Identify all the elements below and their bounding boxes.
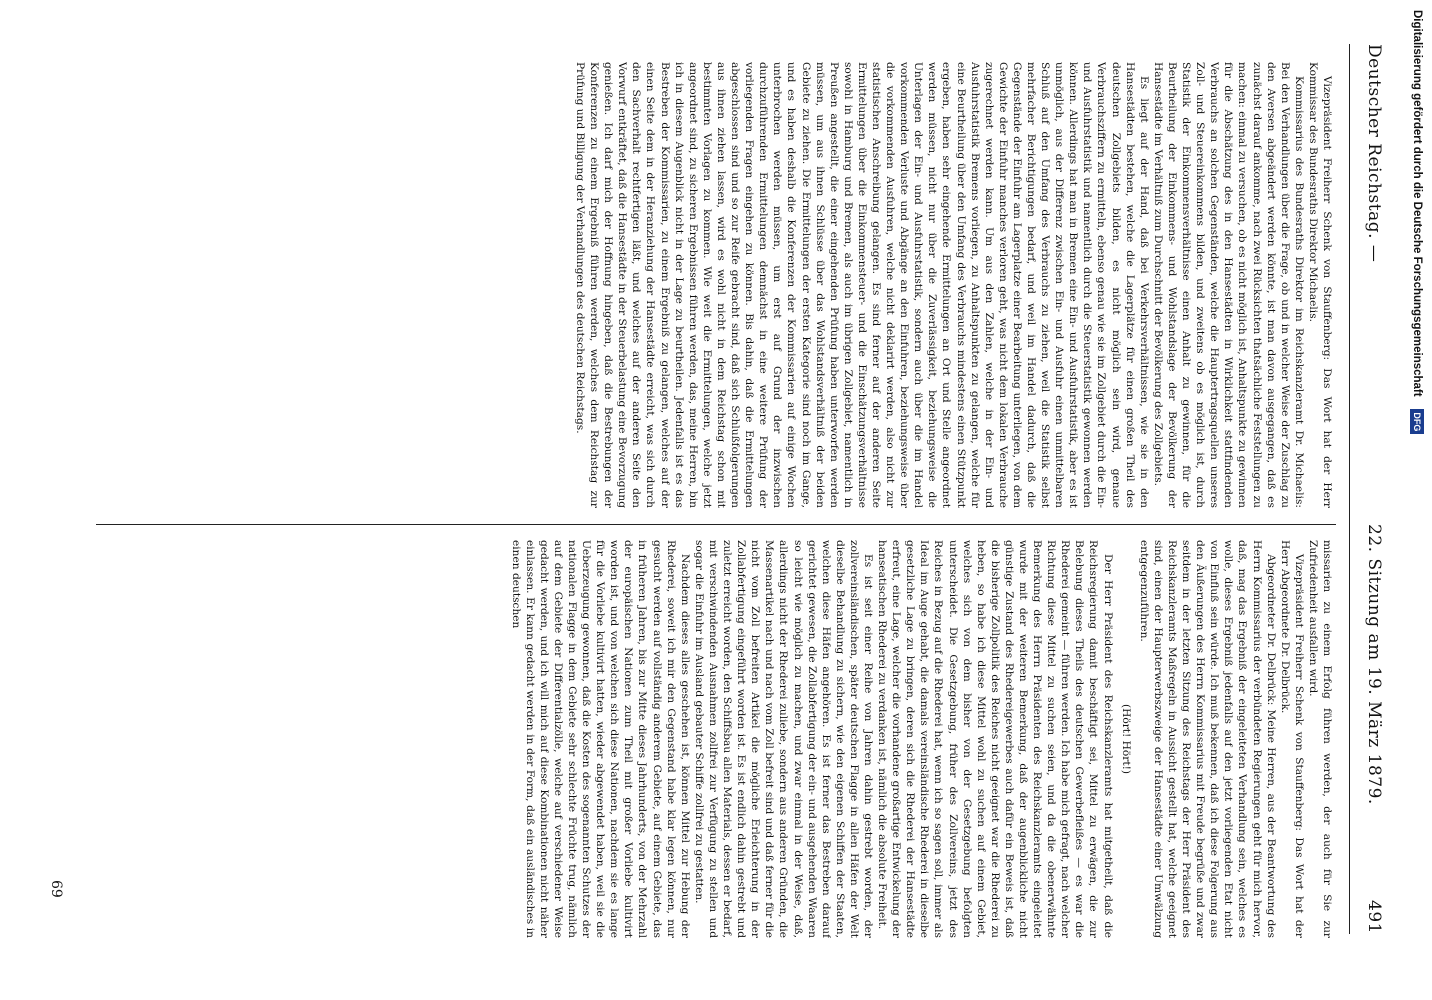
paragraph: Vizepräsident Freiherr Schenk von Stauffenberg: Das Wort hat der Herr Abgeordnete Dr. Delbrück.: [1278, 540, 1305, 938]
running-head-session: 22. Sitzung am 19. März 1879.: [1364, 524, 1384, 805]
paragraph: Kommissarius des Bundesraths Direktor im Reichskanzleramt Dr. Michaelis: Bei den Verhandlungen über die Frage, ob und in welcher Weise der Zuschlag zu den Aversen abgeändert werden könnte, ist man davon ausgegangen, daß es zunächst darauf ankomme, nach zwei Rücksichten thatsächliche Feststellungen zu machen: einmal zu versuchen, ob es nicht möglich ist, Anhaltspunkte zu gewinnen für die Abschätzung des in den Hansestädten in Wirklichkeit stattfindenden Verbrauchs an solchen Gegenständen, welche die Hauptertragsquellen unseres Zoll- und Steuereinkommens bilden, und zweitens ob es möglich ist, durch Statistik der Einkommensverhältnisse einen Anhalt zu gewinnen, für die Beurtheilung der Einkommens- und Wohlstandslage der Bevölkerung der Hansestädte im Verhältniß zum Durchschnitt der Bevölkerung des Zollgebiets.: [1151, 62, 1305, 508]
paragraph: Nachdem dieses alles geschehen ist, können Mittel zur Hebung der Rhederei, soweit ich mir den Gegenstand habe klar legen können, nur gesucht werden auf vollständig anderem Gebiete, auf einem Gebiete, das in früheren Jahren, bis zur Mitte dieses Jahrhunderts, von der Mehrzahl der europäischen Nationen zum Theil mit großer Vorliebe kultivirt worden ist, und von welchen sich diese Nationen, nachdem sie es lange für die Vorliebe kultivirt hatten, wieder abgewendet haben, weil sie die Ueberzeugung gewonnen, daß die Kosten des sogenannten Schutzes der nationalen Flagge in dem Gebiete sehr schlechte Früchte trug, nämlich auf dem Gebiete der Differentialzölle, welche auf verschiedener Weise gedacht werden, und ich will mich auf diese Kombinationen nicht näher einlassen. Er kann gedacht werden in der Form, daß ein ausländisches in einen deutschen: [509, 540, 691, 938]
paragraph: missarien zu einem Erfolg führen werden, der auch für Sie zur Zufriedenheit ausfallen wird.: [1306, 540, 1333, 938]
right-column: [74, 540, 1334, 938]
paragraph: Vizepräsident Freiherr Schenk von Stauffenberg: Das Wort hat der Herr Kommissar des Bundesraths Direktor Michaelis.: [1306, 62, 1333, 508]
paragraph: Es ist seit einer Reihe von Jahren dahin gestrebt worden, der zollvereinsländischen, später deutschen Flagge in allen Häfen der Welt dieselbe Behandlung zu sichern, wie den eigenen Schiffen der Staaten, welchen diese Häfen angehören. Es ist ferner das Bestreben darauf gerichtet gewesen, die Zollabfertigung der ein- und ausgehenden Waaren so leicht wie möglich zu machen, und zwar einmal in der Weise, daß, allerdings nicht der Rhederei zuliebe, sondern aus anderen Gründen, die Massenartikel nach und nach vom Zoll befreit sind und daß ferner für die nicht vom Zoll befreiten Artikel die mögliche Erleichterung in der Zollabfertigung eingeführt worden ist. Es ist endlich dahin gestrebt und zuletzt erreicht worden, den Schiffsbau allen Materials, dessen er bedarf, mit verschwindenden Ausnahmen zollfrei zur Verfügung zu stellen und sogar die Einfuhr im Ausland gebauter Schiffe zollfrei zu gestatten.: [692, 540, 874, 938]
watermark-text: [1404, 10, 1430, 1000]
interjection: (Hört! Hört!): [1119, 703, 1132, 775]
column-divider: [96, 524, 1336, 525]
page-number: 491: [1364, 900, 1384, 934]
paragraph: Abgeordneter Dr. Delbrück: Meine Herren, aus der Beantwortung des Herrn Kommissarius der verbündeten Regierungen geht für mich hervor, daß, mag das Ergebniß der eingeleiteten Verhandlung sein, welches es wolle, dieses Ergebniß jedenfalls auf den jetzt vorliegenden Etat nicht von Einfluß sein würde. Ich muß bekennen, daß ich diese Folgerung aus den Äußerungen des Herrn Kommissarius mit Freude begrüße und zwar seitdem in der letzten Sitzung des Reichstags der Herr Präsident des Reichskanzleramts Maßregeln in Aussicht gestellt hat, welche geeignet sind, einen der Haupterwerbszweige der Hansestädte einer Umwälzung entgegenzuführen.: [1137, 540, 1277, 938]
paragraph: Es liegt auf der Hand, daß bei Verkehrsverhältnissen, wie sie in den Hansestädten bestehen, welche die Lagerplätze für einen großen Theil des deutschen Zollgebiets bilden, es nicht möglich sein wird, genaue Verbrauchsziffern zu ermitteln, ebenso genau wie sie im Zollgebiet durch die Ein- und Ausfuhrstatistik und namentlich durch die Steuerstatistik gewonnen werden können. Allerdings hat man in Bremen eine Ein- und Ausfuhrstatistik, aber es ist unmöglich, aus der Differenz zwischen Ein- und Ausfuhr einen unmittelbaren Schluß auf den Umfang des Verbrauchs zu ziehen, weil die Statistik selbst mehrfacher Berichtigungen bedarf, und weil im Handel dadurch, daß die Gegenstände der Einfuhr am Lagerplatze einer Bearbeitung unterliegen, von dem Gewichte der Einfuhr manches verloren geht, was nicht dem lokalen Verbrauche zugerechnet werden kann. Um aus den Zahlen, welche in der Ein- und Ausfuhrstatistik Bremens vorliegen, zu Anhaltspunkten zu gelangen, welche für eine Beurtheilung über den Umfang des Verbrauchs mindestens einen Stützpunkt ergeben, haben sehr eingehende Ermittelungen an Ort und Stelle angeordnet werden müssen, nicht nur über die Zuverlässigkeit, beziehungsweise die Unterlagen der Ein- und Ausfuhrstatistik, sondern auch über die im Handel vorkommenden Verluste und Abgänge an den Einfuhren, beziehungsweise über die vorkommenden Ausfuhren, welche nicht deklarirt werden, also nicht zur statistischen Anschreibung gelangen. Es sind ferner auf der anderen Seite Ermittelungen über die Einkommensteuer- und die Einschätzungsverhältnisse sowohl in Hamburg und Bremen, als auch im übrigen Zollgebiet, namentlich in Preußen angestellt, die einer eingehenden Prüfung haben unterworfen werden müssen, um aus ihnen Schlüsse über das Wohlstandsverhältniß der beiden Gebiete zu ziehen. Die Ermittelungen der ersten Kategorie sind noch im Gange, und es haben deshalb die Konferenzen der Kommissarien auf einige Wochen unterbrochen werden müssen, um erst auf Grund der inzwischen durchzuführenden Ermittelungen demnächst in eine weitere Prüfung der vorliegenden Fragen eingehen zu können. Bis dahin, daß die Ermittelungen abgeschlossen sind und so zur Reife gebracht sind, daß sich Schlußfolgerungen aus ihnen ziehen lassen, wird es wohl nicht in dem Reichstag schon mit bestimmten Vorlagen zu kommen. Wie weit die Ermittelungen, welche jetzt angeordnet sind, zu sicheren Ergebnissen führen werden, das, meine Herren, bin ich in diesem Augenblick nicht in der Lage zu beurtheilen. Jedenfalls ist es das Bestreben der Kommissarien, zu einem Ergebniß zu gelangen, welches auf der einen Seite dem in der Heranziehung der Hansestädte erreicht, was sich durch den Sachverhalt rechtfertigen läßt, und welches auf der anderen Seite den Vorwurf entkräftet, daß die Hansestädte in der Steuerbelastung eine Bevorzugung genießen. Ich darf mich der Hoffnung hingeben, daß die Bestrebungen der Konferenzen zu einem Ergebniß führen werden, welches dem Reichstag zur Prüfung und Billigung der Verhandlungen des deutschen Reichstags.: [574, 62, 1150, 508]
digitization-watermark: [1404, 10, 1430, 1000]
running-head: [1352, 44, 1384, 934]
signature-mark: 69: [48, 880, 64, 898]
header-rule: [1349, 44, 1350, 934]
running-head-publication: Deutscher Reichstag. —: [1364, 44, 1384, 263]
watermark-label: Digitalisierung gefördert durch die Deutsche Forschungsgemeinschaft: [1411, 10, 1423, 397]
paragraph: Der Herr Präsident des Reichskanzleramts hat mitgetheilt, daß die Reichsregierung damit beschäftigt sei, Mittel zu erwägen, die zur Belebung dieses Theils des deutschen Gewerbefleißes — es war die Rhederei gemeint — führen werden. Ich habe mich gefragt, nach welcher Richtung diese Mittel zu suchen seien, und da die obenerwähnte Bemerkung des Herrn Präsidenten des Reichskanzleramts eingeleitet wurde mit der weiteren Bemerkung, daß der augenblickliche nicht günstige Zustand des Rhedereigewerbes auch dafür ein Beweis ist, daß die bisherige Zollpolitik des Reiches nicht geeignet war die Rhederei zu heben, so habe ich diese Mittel wohl zu suchen auf einem Gebiet, welches sich von dem bisher von der Gesetzgebung befolgten unterscheidet. Die Gesetzgebung, früher des Zollvereins, jetzt des Reiches in Bezug auf die Rhederei hat, wenn ich so sagen soll, immer als Ideal im Auge gehabt, die damals vereinsländische Rhederei in dieselbe gesetzliche Lage zu bringen, deren sich die Rhederei der Hansestädte erfreut, eine Lage, welcher die vorhandene großartige Entwickelung der hanseatischen Rhederei zu verdanken ist, nämlich die absolute Freiheit.: [876, 540, 1114, 938]
dfg-logo-icon: DFG: [1410, 409, 1424, 434]
left-column: [74, 62, 1334, 508]
